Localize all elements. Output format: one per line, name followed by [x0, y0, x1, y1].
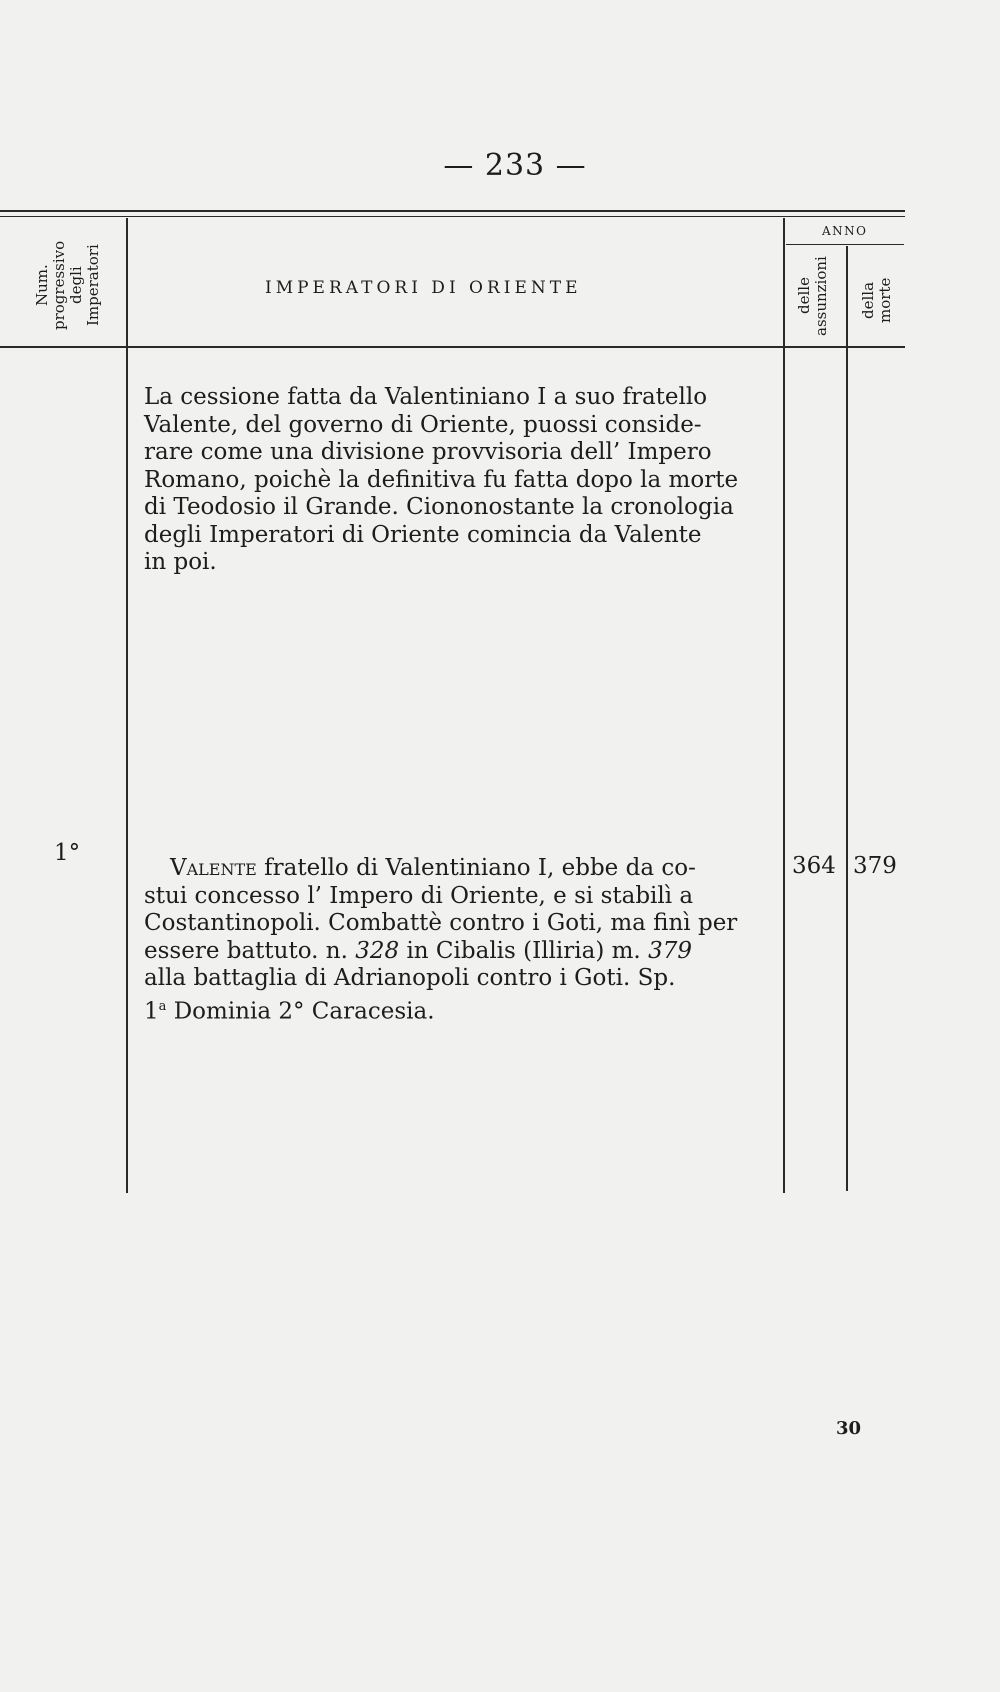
- table-title: IMPERATORI DI ORIENTE: [265, 278, 582, 298]
- entry-text: Valente fratello di Valentiniano I, ebbe da co- stui concesso l’ Impero di Oriente, e si stabilì a Costantinopoli. Combattè contro i Goti, ma finì per essere battuto. n. 328 in Cibalis (Illiria) m. 379 alla battaglia di Adrianopoli contro i Goti. Sp. 1$^a$ Dominia 2° Caracesia.: [144, 855, 738, 1025]
- header-delle-assunzioni: delle assunzioni: [795, 256, 830, 336]
- top-rule: [0, 210, 905, 212]
- page-number: — 233 —: [443, 148, 587, 183]
- intro-paragraph: La cessione fatta da Valentiniano I a suo fratello Valente, del governo di Oriente, puossi conside- rare come una divisione provvisoria dell’ Impero Romano, poichè la definitiva fu fatta dopo la morte di Teodosio il Grande. Ciononostante la cronologia degli Imperatori di Oriente comincia da Valente in poi.: [144, 384, 739, 575]
- signature-number: 30: [836, 1418, 862, 1439]
- death-year: 379: [648, 937, 692, 964]
- header-anno: ANNO: [822, 224, 868, 238]
- emperor-name: Valente: [170, 855, 257, 881]
- anno-rule: [786, 244, 904, 245]
- header-della-morte: della morte: [859, 277, 894, 323]
- anno-morte: 379: [853, 853, 897, 879]
- top-rule-thin: [0, 216, 905, 217]
- birth-year: 328: [355, 937, 400, 964]
- anno-assunzione: 364: [792, 853, 836, 879]
- col-divider-2: [783, 218, 785, 1193]
- header-bottom-rule: [0, 346, 905, 348]
- col-divider-1: [126, 218, 128, 1193]
- header-num-progressivo: Num. progressivo degli Imperatori: [33, 240, 102, 330]
- col-divider-3: [846, 246, 848, 1191]
- entry-number: 1°: [54, 840, 81, 866]
